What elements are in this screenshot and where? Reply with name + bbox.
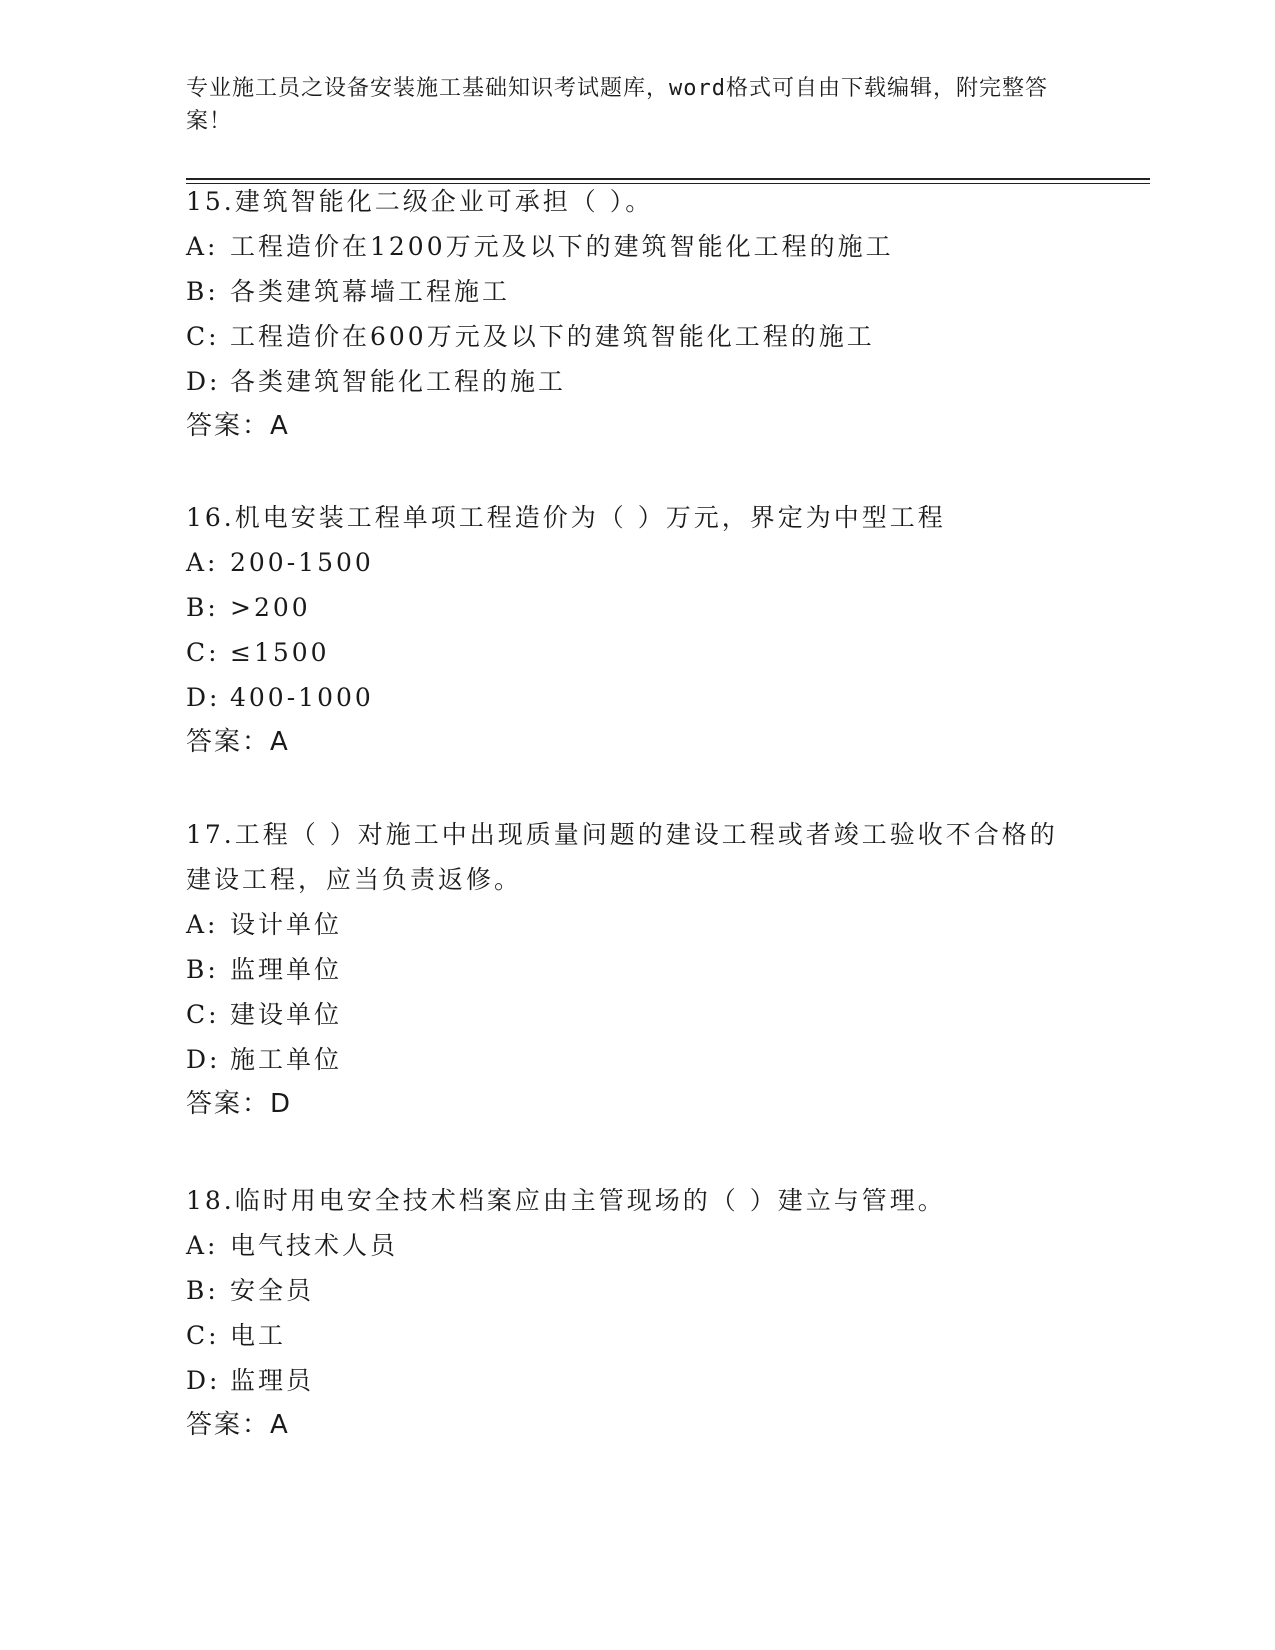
answer-line: 答案：A (186, 411, 290, 441)
option-c (186, 630, 1066, 675)
question-17 (186, 812, 1066, 1127)
option-key: D: (186, 1045, 221, 1074)
question-stem: 18.临时用电安全技术档案应由主管现场的（ ）建立与管理。 (186, 1186, 946, 1215)
option-key: C: (186, 1321, 220, 1350)
option-key: B: (186, 955, 219, 984)
option-text: 电工 (230, 1321, 287, 1350)
option-key: A: (186, 548, 219, 577)
option-b (186, 947, 1066, 992)
answer-line: 答案：A (186, 1410, 290, 1440)
option-a (186, 902, 1066, 947)
option-key: B: (186, 277, 219, 306)
option-b (186, 269, 1066, 314)
option-text: 工程造价在1200万元及以下的建筑智能化工程的施工 (230, 232, 894, 261)
option-key: A: (186, 910, 219, 939)
option-d (186, 359, 1066, 404)
option-text: 200-1500 (230, 548, 374, 577)
option-key: A: (186, 232, 219, 261)
question-16 (186, 495, 1066, 765)
option-text: 各类建筑幕墙工程施工 (230, 277, 511, 306)
question-18 (186, 1178, 1066, 1448)
option-d (186, 675, 1066, 720)
option-b (186, 1268, 1066, 1313)
option-key: C: (186, 322, 220, 351)
option-text: 工程造价在600万元及以下的建筑智能化工程的施工 (230, 322, 875, 351)
answer-line: 答案：A (186, 727, 290, 757)
option-c (186, 1313, 1066, 1358)
option-b (186, 585, 1066, 630)
option-key: D: (186, 367, 221, 396)
option-a (186, 224, 1066, 269)
option-text: 施工单位 (230, 1045, 343, 1074)
option-text: 建设单位 (230, 1000, 343, 1029)
option-key: B: (186, 1276, 219, 1305)
option-a (186, 1223, 1066, 1268)
question-stem: 17.工程（ ）对施工中出现质量问题的建设工程或者竣工验收不合格的建设工程，应当负责返修。 (186, 820, 1058, 894)
option-c (186, 314, 1066, 359)
question-stem: 15.建筑智能化二级企业可承担（ ）。 (186, 187, 654, 216)
option-key: A: (186, 1231, 219, 1260)
option-c (186, 992, 1066, 1037)
option-text: 各类建筑智能化工程的施工 (230, 367, 567, 396)
option-text: 监理单位 (230, 955, 343, 984)
option-d (186, 1037, 1066, 1082)
header-note: 专业施工员之设备安装施工基础知识考试题库，word格式可自由下载编辑，附完整答案！ (186, 76, 1048, 134)
option-text: >200 (230, 593, 311, 622)
option-key: C: (186, 1000, 220, 1029)
option-text: ≤1500 (230, 638, 330, 667)
option-a (186, 540, 1066, 585)
option-text: 安全员 (230, 1276, 315, 1305)
option-text: 电气技术人员 (230, 1231, 399, 1260)
option-text: 设计单位 (230, 910, 343, 939)
option-key: B: (186, 593, 219, 622)
option-text: 监理员 (230, 1366, 315, 1395)
question-15 (186, 179, 1066, 449)
option-text: 400-1000 (230, 683, 374, 712)
answer-line: 答案：D (186, 1089, 293, 1119)
option-key: C: (186, 638, 220, 667)
question-stem: 16.机电安装工程单项工程造价为（ ）万元，界定为中型工程 (186, 503, 946, 532)
option-key: D: (186, 1366, 221, 1395)
option-d (186, 1358, 1066, 1403)
option-key: D: (186, 683, 221, 712)
